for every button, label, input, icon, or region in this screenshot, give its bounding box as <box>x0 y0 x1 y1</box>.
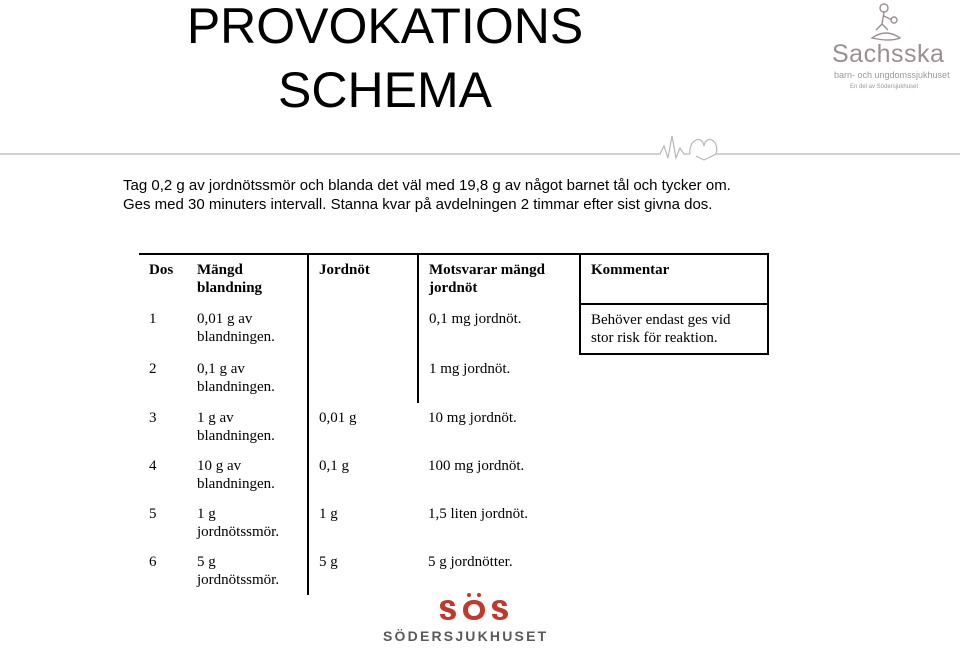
table-row <box>139 499 768 547</box>
table-row <box>139 451 768 499</box>
header-mangd <box>187 254 308 304</box>
cell-motsvarar: 1 mg jordnöt. <box>429 361 511 377</box>
sos-logo-word: SÖDERSJUKHUSET <box>383 628 549 644</box>
cell-mangd-line-2: blandningen. <box>197 379 275 395</box>
cell-motsvarar: 1,5 liten jordnöt. <box>428 506 528 522</box>
cell-dos: 6 <box>149 554 157 570</box>
provocation-schedule-table <box>139 253 769 595</box>
table-header-row <box>139 254 768 304</box>
cell-jordnot <box>308 304 418 354</box>
cell-motsvarar: 5 g jordnötter. <box>428 554 513 570</box>
cell-mangd-line-2: blandningen. <box>197 476 275 492</box>
cell-kommentar <box>580 451 768 499</box>
cell-kommentar <box>580 547 768 595</box>
cell-mangd <box>187 354 308 403</box>
cell-mangd <box>187 403 308 451</box>
sachsska-logo <box>826 0 954 100</box>
header-dos: Dos <box>139 254 187 304</box>
cell-mangd-line-1: 1 g <box>197 506 216 522</box>
cell-motsvarar: 10 mg jordnöt. <box>428 410 517 426</box>
cell-dos: 3 <box>149 410 157 426</box>
cell-mangd-line-1: 1 g av <box>197 410 234 426</box>
sodersjukhuset-logo <box>380 590 580 650</box>
brand-name: Sachsska <box>832 40 945 68</box>
header-motsvarar <box>418 254 580 304</box>
sos-logo-icon <box>380 590 580 630</box>
cell-jordnot <box>308 354 418 403</box>
title-line-1: PROVOKATIONS <box>186 0 584 54</box>
heartbeat-divider <box>0 128 960 162</box>
header-mangd-line-2: blandning <box>197 280 263 296</box>
cell-mangd-line-1: 0,1 g av <box>197 361 245 377</box>
cell-mangd-line-2: blandningen. <box>197 329 275 345</box>
cell-motsvarar: 0,1 mg jordnöt. <box>418 304 580 354</box>
cell-mangd-line-2: jordnötssmör. <box>197 524 280 540</box>
child-figure-icon <box>826 0 954 44</box>
cell-dos: 5 <box>149 506 157 522</box>
cell-dos: 2 <box>149 361 157 377</box>
brand-subtitle: barn- och ungdomssjukhuset <box>834 70 950 80</box>
heartbeat-line-icon <box>0 128 960 162</box>
table-row <box>139 403 768 451</box>
cell-mangd-line-1: 0,01 g av <box>197 311 253 327</box>
cell-mangd <box>187 451 308 499</box>
cell-jordnot: 1 g <box>319 506 338 522</box>
cell-kommentar <box>580 354 768 403</box>
instructions-line-1: Tag 0,2 g av jordnötssmör och blanda det väl med 19,8 g av något barnet tål och tycker om. <box>123 177 731 194</box>
header-mangd-line-1: Mängd <box>197 262 243 278</box>
brand-tagline: En del av Södersjukhuset <box>850 84 919 90</box>
cell-kommentar <box>580 403 768 451</box>
cell-mangd <box>187 547 308 595</box>
cell-mangd-line-2: jordnötssmör. <box>197 572 280 588</box>
header-kommentar: Kommentar <box>580 254 768 304</box>
instructions-text <box>123 176 843 214</box>
header-motsvarar-line-1: Motsvarar mängd <box>429 262 545 278</box>
cell-jordnot: 0,01 g <box>319 410 357 426</box>
cell-dos: 1 <box>149 311 157 327</box>
title-line-2: SCHEMA <box>278 62 492 118</box>
cell-mangd-line-1: 10 g av <box>197 458 242 474</box>
cell-dos: 4 <box>149 458 157 474</box>
cell-kommentar-line-1: Behöver endast ges vid <box>591 312 731 328</box>
page-title <box>0 0 770 122</box>
header-jordnot: Jordnöt <box>308 254 418 304</box>
table-row <box>139 304 768 354</box>
cell-mangd <box>187 499 308 547</box>
cell-mangd <box>187 304 308 354</box>
cell-kommentar <box>580 304 768 354</box>
cell-jordnot: 5 g <box>319 554 338 570</box>
cell-jordnot: 0,1 g <box>319 458 349 474</box>
cell-mangd-line-1: 5 g <box>197 554 216 570</box>
instructions-line-2: Ges med 30 minuters intervall. Stanna kvar på avdelningen 2 timmar efter sist givna dos. <box>123 196 713 213</box>
cell-mangd-line-2: blandningen. <box>197 428 275 444</box>
table-row <box>139 547 768 595</box>
header-motsvarar-line-2: jordnöt <box>429 280 478 296</box>
cell-kommentar-line-2: stor risk för reaktion. <box>591 330 718 346</box>
cell-motsvarar: 100 mg jordnöt. <box>428 458 525 474</box>
table-row <box>139 354 768 403</box>
cell-kommentar <box>580 499 768 547</box>
